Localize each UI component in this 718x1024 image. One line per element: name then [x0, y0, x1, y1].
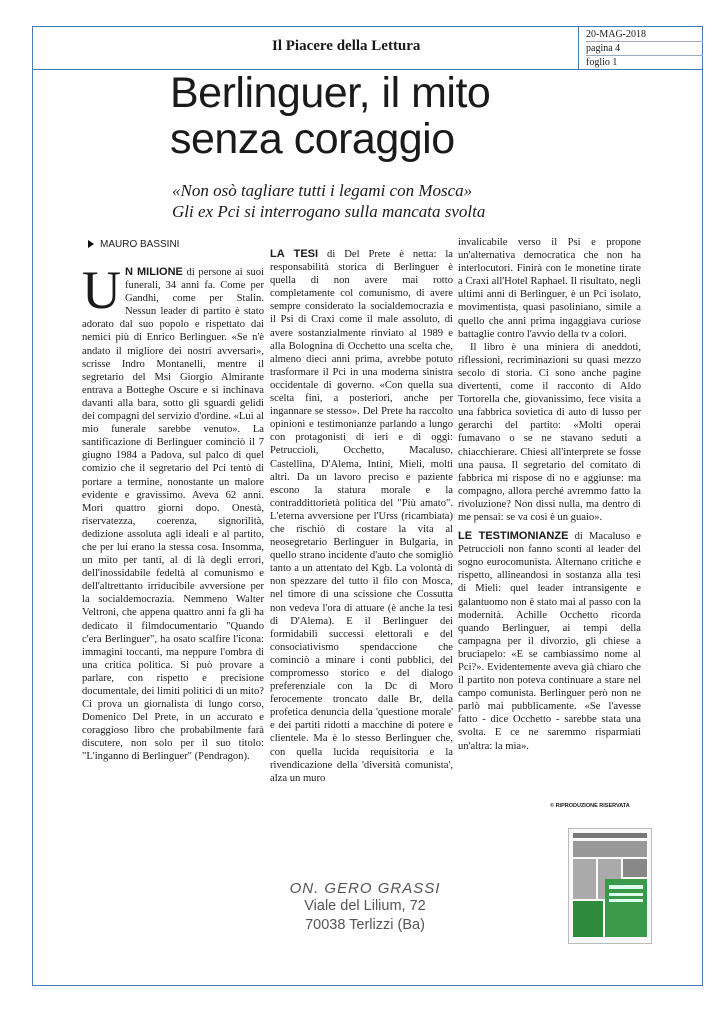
stamp-name: ON. GERO GRASSI [289, 880, 441, 897]
column-3-para-2: Il libro è una miniera di aneddoti, riflessioni, recriminazioni su quasi mezzo secolo di storia. Ci sono anche pagine divertenti, come il racconto di Aldo Tortorella che, giovanissimo, fece visita a una fabbrica sovietica di auto di lusso per gerarchi del partito: «Molti operai fumavano o se ne stavano seduti a chiacchierare. Chiesi all'interprete se fosse una pausa. Il segretario del comitato di fabbrica mi rispose di no e aggiunse: ma compagno, allora perché avremmo fatto la rivoluzione? Non dissi nulla, ma dentro di me pensai: se va così è un guaio». [458, 341, 641, 523]
column-2-text: di Del Prete è netta: la responsabilità storica di Berlinguer è quella di non avere mai rotto completamente col comunismo, di avere sempre considerato la socialdemocrazia e il Psi di Craxi come il male assoluto, di avere sostanzialmente rinviato al 1989 e alla Bolognina di Occhetto una scelta che, almeno dieci anni prima, avrebbe potuto trasformare il Pci in una moderna sinistra occidentale di governo. «Con quella sua scelta finì, a posteriori, anche per ingannare se stesso». Del Prete ha raccolto opinioni e testimonianze parlando a lungo con protagonisti di ieri e di oggi: Petruccioli, Occhetto, Macaluso, Castellina, D'Alema, Intini, Mieli, molti altri. Da un lavoro preciso e paziente escono la statura morale e la contraddittorietà politica del "Più amato". L'eterna avversione per l'Urss (ricambiata) che rischiò di costare la vita al neosegretario Berlinguer in Bulgaria, in quello strano incidente d'auto che somigliò tanto a un attentato del Kgb. La volontà di non spezzare del tutto il filo con Mosca, nel timore di una scissione che Cossutta non vedeva l'ora di attuare (è anche la tesi di D'Alema). E il Berlinguer dei formidabili successi elettorali e del consociativismo spendaccione che cominciò a minare i conti pubblici, del compromesso storico e del dialogo preferenziale con la Dc di Moro ferocemente troncato dalle Br, della profetica denuncia della 'questione morale' e dei partiti ridotti a macchine di potere e clientele. Ma è lo stesso Berlinguer che, con quella lucida requisitoria e la rivendicazione della 'diversità comunista', alza un muro [270, 249, 453, 784]
subtitle-line-1: «Non osò tagliare tutti i legami con Mosca» [172, 181, 473, 200]
article-subtitle [172, 180, 632, 222]
address-stamp [270, 880, 460, 935]
lead-words: N MILIONE [125, 266, 183, 278]
arrow-icon [88, 240, 94, 248]
clip-sheet: foglio 1 [586, 57, 618, 68]
page-thumbnail-image [569, 829, 651, 943]
subtitle-line-2: Gli ex Pci si interrogano sulla mancata svolta [172, 202, 486, 221]
publication-name: Il Piacere della Lettura [272, 38, 421, 54]
column-3 [458, 236, 641, 753]
title-line-2: senza coraggio [170, 115, 455, 163]
clip-page: pagina 4 [586, 42, 703, 56]
stamp-street: Viale del Lilium, 72 [304, 898, 426, 914]
section-lead-testimonianze: LE TESTIMONIANZE [458, 530, 569, 543]
stamp-city: 70038 Terlizzi (Ba) [305, 917, 425, 933]
copyright-notice: © RIPRODUZIONE RISERVATA [550, 803, 630, 809]
author-name: MAURO BASSINI [100, 239, 180, 250]
column-3-para-1: invalicabile verso il Psi e propone un'alternativa democratica che non ha interlocutori. Finirà con le monetine tirate a Craxi all'Hotel Raphael. Il risultato, negli ultimi anni di Berlinguer, è un Pci isolato, movimentista, quasi pasoliniano, simile a quello che anni prima ingaggiava curiose battaglie contro l'avvio della tv a colori. [458, 237, 641, 340]
column-2 [270, 248, 453, 785]
byline [88, 239, 179, 250]
clip-date: 20-MAG-2018 [586, 28, 703, 42]
column-1-text: di persone ai suoi funerali, 34 anni fa. Come per Gandhi, come per Stalin. Nessun leader di partito è stato adorato dal suo popolo e rispettato dai nemici più di Enrico Berlinguer. «Se n'è andato il migliore dei nostri avversari», scrisse Indro Montanelli, mentre il segretario del Msi Giorgio Almirante entrava a Botteghe Oscure e si inchinava davanti alla bara, sotto gli sguardi gelidi dei compagni del servizio d'ordine. «Lui al mio funerale sarebbe venuto». La santificazione di Berlinguer cominciò il 7 giugno 1984 a Padova, sul palco di quel comizio che il segretario del Pci tentò di portare a termine, nonostante un malore evidente e gravissimo. Aveva 62 anni. Morì quattro giorni dopo. Onestà, riservatezza, coerenza, signorilità, dedizione assoluta agli ideali e al partito, che per lui erano la stessa cosa. Insomma, un mito per tanti, al di là degli errori, dell'inossidabile fedeltà al comunismo e dell'altrettanto irriducibile avversione per la socialdemocrazia. Nemmeno Walter Veltroni, che appena quattro anni fa gli ha dedicato il filmdocumentario "Quando c'era Berlinguer", ha osato scalfire l'icona: immagini toccanti, ma neppure l'ombra di una critica politica. Si può provare a parlare, con rispetto e precisione documentale, dei limiti politici di un mito? Ci prova un giornalista di lungo corso, Domenico Del Prete, in un accurato e coraggioso libro che probabilmente farà discutere, non solo per il suo titolo: "L'inganno di Berlinguer" (Pendragon). [82, 267, 264, 763]
article-title [170, 70, 640, 162]
column-1 [82, 260, 264, 764]
title-line-1: Berlinguer, il mito [170, 69, 491, 117]
column-3-para-3: di Macaluso e Petruccioli non fanno sconti al leader del sogno eurocomunista. Alternano critiche e rispetto, allineandosi in sostanza alla tesi di Mieli: quel leader intransigente e galantuomo non è stato mai al passo con la modernità. Achille Occhetto ricorda quando Berlinguer, ai tempi della campagna per il divorzio, gli chiese a bruciapelo: «E se cambiassimo nome al Pci?». Evidentemente aveva già chiaro che il partito non poteva continuare a stare nel campo comunista. Berlinguer però non ne parlò mai pubblicamente. «Se l'avesse fatto - dice Occhetto - sarebbe stata una svolta. E ce ne saremmo risparmiati un'altra: la mia». [458, 531, 641, 752]
page-thumbnail [568, 828, 652, 944]
drop-cap: U [82, 260, 121, 320]
clipping-meta [578, 26, 703, 70]
section-lead-tesi: LA TESI [270, 248, 319, 260]
